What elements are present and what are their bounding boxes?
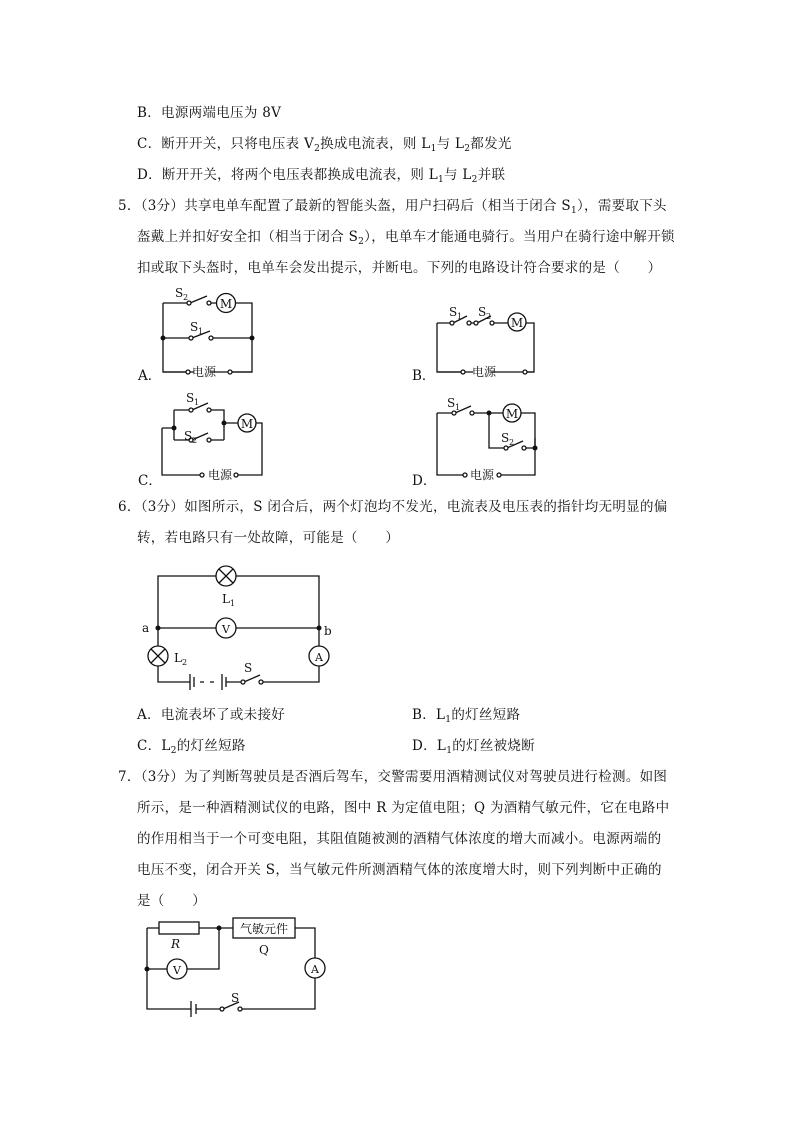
q5-stem-line1: 5．（3分）共享电单车配置了最新的智能头盔，用户扫码后（相当于闭合 $S_1$），需要取下头 — [118, 198, 667, 216]
svg-text:2: 2 — [183, 293, 189, 302]
svg-text:1: 1 — [194, 398, 200, 407]
svg-text:M: M — [240, 417, 254, 431]
resistor-label: R — [171, 937, 181, 951]
q4-option-b: B．电源两端电压为 8V — [137, 105, 282, 121]
svg-text:1: 1 — [230, 599, 236, 608]
q5-circuit-a — [150, 283, 270, 378]
q7-stem-line2: 所示，是一种酒精测试仪的电路，图中 R 为定值电阻；Q 为酒精气敏元件，它在电路中 — [137, 800, 670, 816]
svg-text:S: S — [186, 391, 195, 405]
q7-circuit — [135, 912, 335, 1022]
gas-sensor-label: 气敏元件 — [239, 922, 289, 936]
q4-option-d: D．断开开关，将两个电压表都换成电流表，则 $L_1$与 $L_2$并联 — [137, 167, 506, 185]
q6-option-b: B．$L_1$的灯丝短路 — [412, 707, 521, 725]
svg-text:S: S — [447, 396, 456, 410]
svg-text:S: S — [478, 305, 487, 319]
q7-stem-line4: 电压不变，闭合开关 S，当气敏元件所测酒精气体的浓度增大时，则下列判断中正确的 — [137, 862, 662, 878]
svg-text:2: 2 — [182, 658, 188, 667]
svg-text:S: S — [184, 429, 193, 443]
q4-option-c: C．断开开关，只将电压表 $V_2$换成电流表，则 $L_1$与 $L_2$都发光 — [137, 136, 512, 154]
node-b-label: b — [324, 624, 332, 638]
q6-stem-line2: 转，若电路只有一处故障，可能是（ ） — [137, 530, 400, 546]
svg-text:S: S — [190, 320, 199, 334]
q5-label-c: C． — [138, 473, 162, 489]
q5-stem-line2: 盔戴上并扣好安全扣（相当于闭合 $S_2$），电单车才能通电骑行。当用户在骑行途中解开锁 — [137, 229, 675, 247]
svg-text:电源: 电源 — [470, 468, 495, 482]
ammeter-icon: A — [311, 963, 319, 976]
svg-text:电源: 电源 — [472, 365, 497, 379]
svg-text:2: 2 — [192, 436, 198, 445]
node-a-label: a — [142, 621, 150, 635]
q7-stem-line1: 7．（3分）为了判断驾驶员是否酒后驾车，交警需要用酒精测试仪对驾驶员进行检测。如图 — [118, 769, 668, 785]
q7-stem-line5: 是（ ） — [137, 893, 206, 909]
svg-text:1: 1 — [198, 327, 204, 336]
q5-label-a: A． — [138, 368, 162, 384]
q5-circuit-c — [150, 388, 270, 483]
svg-text:S: S — [449, 305, 458, 319]
q5-label-b: B． — [412, 368, 436, 384]
svg-text:M: M — [505, 407, 519, 421]
q5-circuit-b — [425, 300, 545, 380]
voltmeter-icon: V — [222, 623, 230, 636]
svg-text:M: M — [510, 316, 524, 330]
motor-icon: M — [219, 297, 233, 311]
svg-text:L: L — [222, 592, 230, 606]
svg-text:1: 1 — [457, 312, 463, 321]
q6-option-a: A．电流表坏了或未接好 — [137, 707, 286, 723]
sensor-q-label: Q — [259, 943, 269, 957]
svg-text:2: 2 — [509, 438, 515, 447]
svg-text:2: 2 — [486, 312, 492, 321]
q6-circuit — [138, 560, 343, 690]
q6-option-c: C．$L_2$的灯丝短路 — [137, 738, 246, 756]
q6-stem-line1: 6．（3分）如图所示，S 闭合后，两个灯泡均不发光，电流表及电压表的指针均无明显的偏 — [118, 499, 668, 515]
q6-option-d: D．$L_1$的灯丝被烧断 — [412, 738, 536, 756]
q5-label-d: D． — [412, 473, 437, 489]
switch-label: S — [175, 286, 184, 300]
q5-stem-line3: 扣或取下头盔时，电单车会发出提示，并断电。下列的电路设计符合要求的是（ ） — [137, 260, 662, 276]
svg-text:1: 1 — [455, 403, 461, 412]
power-source-label: 电源 — [192, 365, 217, 378]
ammeter-icon: A — [315, 651, 323, 664]
voltmeter-icon: V — [173, 964, 181, 977]
q5-circuit-d — [425, 388, 550, 483]
svg-text:电源: 电源 — [208, 468, 233, 482]
q7-stem-line3: 的作用相当于一个可变电阻，其阻值随被测的酒精气体浓度的增大而减小。电源两端的 — [137, 831, 662, 847]
svg-text:S: S — [244, 661, 253, 675]
svg-text:L: L — [174, 651, 182, 665]
svg-text:S: S — [501, 431, 510, 445]
svg-text:S: S — [231, 991, 240, 1005]
